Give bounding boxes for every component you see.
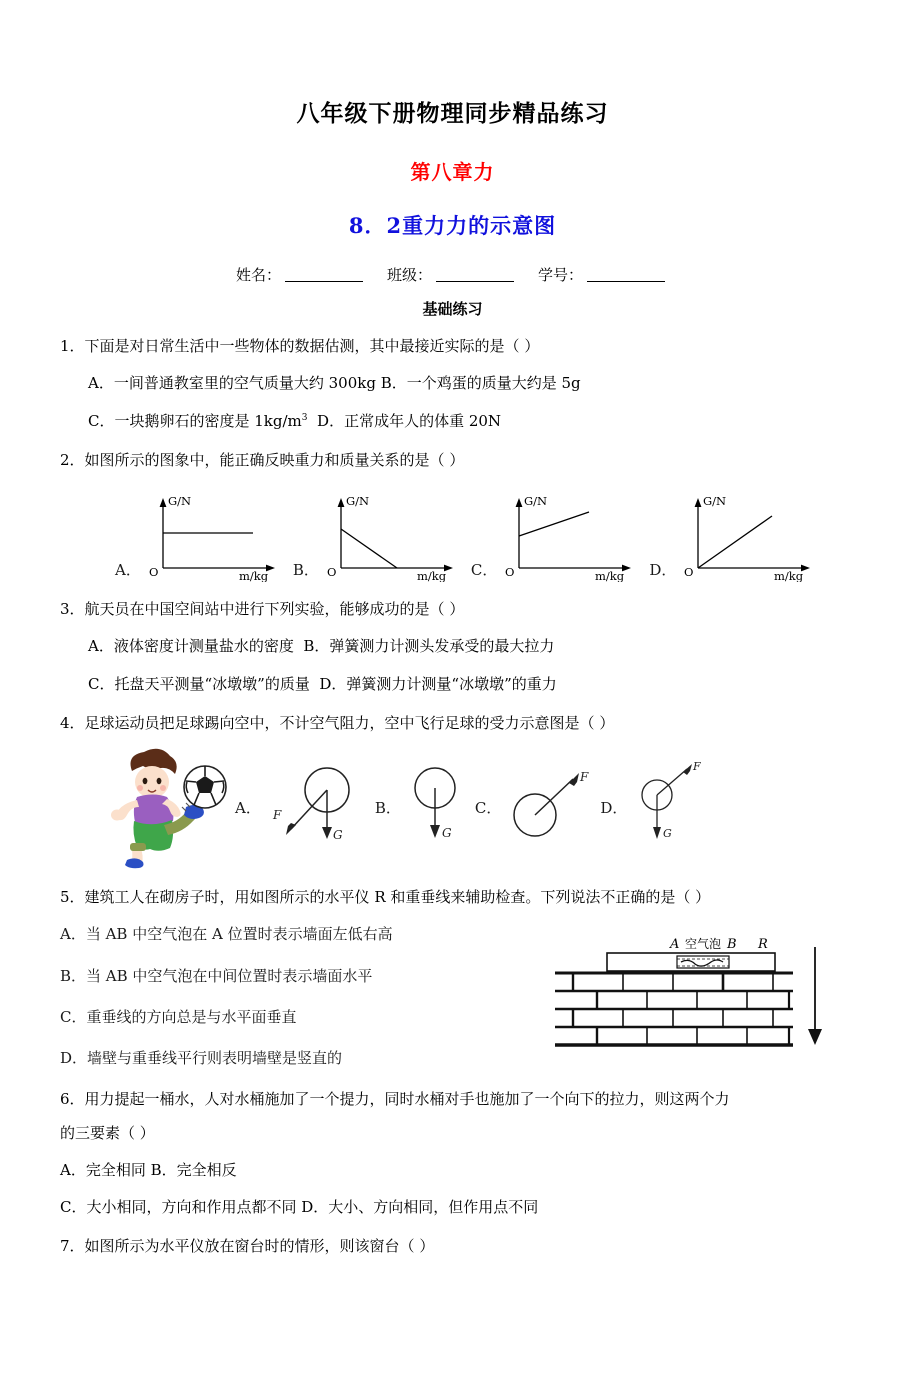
question-4-stem: 4．足球运动员把足球踢向空中，不计空气阻力，空中飞行足球的受力示意图是（ ） <box>60 713 615 732</box>
q2-graph-c-origin: O <box>505 565 515 579</box>
q2-graph-a-ylabel: G/N <box>167 494 191 508</box>
document-title: 八年级下册物理同步精品练习 <box>296 100 609 127</box>
q4-d-label-f: F <box>693 759 702 773</box>
question-4-figure-row <box>60 745 845 870</box>
q2-option-c-letter: C． <box>470 561 498 579</box>
level-label-b: B <box>727 937 737 953</box>
q2-graph-a-xlabel: m/kg <box>238 569 268 582</box>
question-5-stem: 5．建筑工人在砌房子时，用如图所示的水平仪 R 和重垂线来辅助检查。下列说法不正确的是（ ） <box>60 888 711 906</box>
q2-graph-a-origin: O <box>148 565 159 579</box>
q4-force-diagram-a <box>265 753 375 863</box>
name-blank[interactable] <box>285 269 363 282</box>
q4-a-label-g: G <box>332 827 343 842</box>
q2-option-b-letter: B． <box>292 561 319 579</box>
q2-graph-a <box>141 490 291 582</box>
q4-force-diagram-d <box>631 753 721 863</box>
q2-graph-b <box>319 490 469 582</box>
q2-graph-d-origin: O <box>684 565 694 579</box>
q2-graph-d <box>676 490 826 582</box>
soccer-player-illustration <box>90 745 235 870</box>
brick-wall-level-diagram <box>545 923 845 1072</box>
q5-option-a: A．当 AB 中空气泡在 A 位置时表示墙面左低右高 <box>60 925 393 944</box>
student-info-line <box>60 264 845 285</box>
q4-option-b-letter: B． <box>374 799 401 817</box>
question-6-stem-line-2: 的三要素（ ） <box>60 1123 155 1142</box>
question-3-options-line-2 <box>60 673 845 696</box>
q4-c-label-f: F <box>580 769 589 784</box>
subsection-heading: 基础练习 <box>422 300 483 318</box>
q3-option-b: B．弹簧测力计测头发承受的最大拉力 <box>303 637 555 656</box>
q1-option-d: D．正常成年人的体重 20N <box>317 411 502 430</box>
q4-option-a-letter: A． <box>235 799 261 817</box>
q2-graph-b-origin: O <box>326 565 337 579</box>
question-3-stem: 3．航天员在中国空间站中进行下列实验，能够成功的是（ ） <box>60 600 465 618</box>
question-1-options-line-1 <box>60 372 845 395</box>
q4-option-a <box>235 753 375 863</box>
question-1-stem: 1．下面是对日常生活中一些物体的数据估测，其中最接近实际的是（ ） <box>60 337 540 355</box>
q4-force-diagram-b <box>405 753 475 863</box>
q2-option-c <box>471 490 647 582</box>
q2-option-b <box>293 490 469 582</box>
q4-force-diagram-c <box>505 753 600 863</box>
question-6-stem-line-1: 6．用力提起一桶水，人对水桶施加了一个提力，同时水桶对手也施加了一个向下的拉力，则这两个力 <box>60 1090 730 1109</box>
q5-option-c: C．重垂线的方向总是与水平面垂直 <box>60 1007 297 1026</box>
class-blank[interactable] <box>436 269 514 282</box>
question-1-options-line-2 <box>60 410 845 433</box>
question-7-stem: 7．如图所示为水平仪放在窗台时的情形，则该窗台（ ） <box>60 1237 435 1256</box>
q2-option-a <box>115 490 291 582</box>
q5-option-b: B．当 AB 中空气泡在中间位置时表示墙面水平 <box>60 966 373 985</box>
level-label-r: R <box>758 937 768 953</box>
question-5-body <box>60 923 845 1072</box>
q2-graph-d-xlabel: m/kg <box>774 569 804 582</box>
q4-b-label-g: G <box>441 825 452 840</box>
student-id-blank[interactable] <box>587 269 665 282</box>
question-3-options-line-1 <box>60 635 845 658</box>
question-2-graph-row <box>60 490 845 582</box>
q4-option-c <box>475 753 600 863</box>
question-2-stem: 2．如图所示的图象中，能正确反映重力和质量关系的是（ ） <box>60 450 465 469</box>
class-label: 班级： <box>386 266 432 284</box>
q1-option-a: A．一间普通教室里的空气质量大约 300kg <box>88 374 376 393</box>
q5-option-d: D．墙壁与重垂线平行则表明墙壁是竖直的 <box>60 1049 343 1067</box>
q2-option-d-letter: D． <box>649 561 677 579</box>
level-label-a: A <box>670 937 680 953</box>
q2-graph-c <box>497 490 647 582</box>
level-label-bubble: 空气泡 <box>685 937 722 952</box>
question-6-options-line-2: C．大小相同，方向和作用点都不同 D．大小、方向相同，但作用点不同 <box>60 1198 539 1216</box>
q4-option-b <box>375 753 475 863</box>
q3-option-d: D．弹簧测力计测量“冰墩墩”的重力 <box>319 674 557 693</box>
question-6-options-line-1: A．完全相同 B．完全相反 <box>60 1160 237 1179</box>
q4-option-c-letter: C． <box>474 799 502 817</box>
q1-option-c-exponent: 3 <box>301 412 308 423</box>
q2-graph-b-ylabel: G/N <box>345 494 369 508</box>
q4-a-label-f: F <box>272 807 282 822</box>
q2-graph-b-xlabel: m/kg <box>416 569 446 582</box>
q2-graph-c-xlabel: m/kg <box>595 569 625 582</box>
chapter-title: 第八章力 <box>410 160 495 184</box>
q2-option-d <box>649 490 826 582</box>
question-5-options <box>60 923 545 1072</box>
q2-graph-c-ylabel: G/N <box>524 494 548 508</box>
q3-option-a: A．液体密度计测量盐水的密度 <box>88 637 294 656</box>
q1-option-b: B．一个鸡蛋的质量大约是 5g <box>380 374 581 393</box>
worksheet-page <box>0 95 905 1259</box>
q1-option-c: C．一块鹅卵石的密度是 1kg/m <box>88 411 302 430</box>
q4-d-label-g: G <box>663 826 673 840</box>
q2-option-a-letter: A． <box>115 561 141 579</box>
section-title: 8．2重力力的示意图 <box>348 213 557 238</box>
q4-option-d <box>600 753 721 863</box>
q2-graph-d-ylabel: G/N <box>703 494 727 508</box>
name-label: 姓名： <box>235 266 281 284</box>
student-id-label: 学号： <box>538 266 584 284</box>
q4-option-d-letter: D． <box>600 799 628 817</box>
q3-option-c: C．托盘天平测量“冰墩墩”的质量 <box>88 674 310 693</box>
